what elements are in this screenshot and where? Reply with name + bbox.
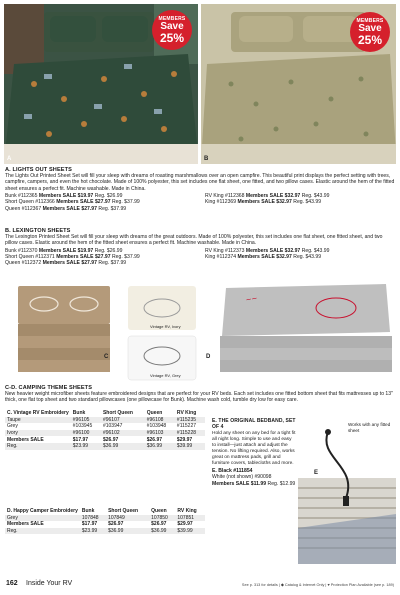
- price-reg: Reg. $43.99: [293, 254, 322, 260]
- photo-happy-camper-sheets: [206, 282, 396, 382]
- price-label: RV King #112368: [205, 192, 245, 199]
- table-header-row: [5, 508, 205, 515]
- row-label: Grey: [5, 515, 80, 522]
- section-b-prices-right: [205, 248, 395, 267]
- price-sale: Members SALE $27.97: [42, 260, 97, 267]
- price-reg: Reg. $43.99: [301, 247, 330, 254]
- section-a-prices-right: [205, 193, 395, 212]
- table-row: [5, 423, 205, 430]
- table-cell: #96102: [101, 430, 145, 437]
- price-label: Bunk #112370: [5, 247, 38, 254]
- table-cell: $39.99: [175, 443, 205, 450]
- footer-notes: See p. 313 for details | ◆ Catalog & Internet Only | ♥ Protection Plan Available (see p. 189): [241, 583, 394, 587]
- section-cd: [5, 385, 395, 404]
- table-cell: $26.97: [151, 521, 167, 528]
- row-label: Members SALE: [7, 436, 44, 443]
- table-cell: $17.97: [72, 436, 89, 443]
- row-label: Members SALE: [7, 521, 44, 528]
- row-label: Grey: [7, 423, 18, 430]
- photo-letter-d: D: [206, 354, 211, 360]
- col-header: RV King: [176, 410, 197, 417]
- photo-letter-c: C: [104, 354, 109, 360]
- badge-line1: MEMBERS: [158, 16, 186, 22]
- table-d: [5, 508, 205, 534]
- col-header: Short Queen: [102, 410, 133, 417]
- table-cell: #103947: [102, 423, 123, 430]
- table-cell: #115235: [175, 417, 205, 424]
- table-cell: 107848: [80, 515, 106, 522]
- badge-line2: Save: [358, 23, 382, 34]
- photo-bedband: [298, 418, 396, 564]
- row-label: Reg.: [5, 528, 80, 535]
- price-reg: Reg. $43.99: [301, 192, 330, 199]
- table-cell: $39.99: [175, 528, 205, 535]
- section-e-heading: E. THE ORIGINAL BEDBAND, SET OF 4: [212, 418, 296, 430]
- section-e-line2: White (not shown) #90098: [212, 474, 272, 481]
- table-row: [5, 528, 205, 535]
- section-a-heading: A. LIGHTS OUT SHEETS: [5, 167, 72, 173]
- price-reg: Reg. $37.99: [111, 254, 140, 260]
- price-sale: Members SALE $27.97: [56, 199, 111, 206]
- price-sale: Members SALE $32.97: [245, 247, 301, 254]
- section-a-body: The Lights Out Printed Sheet Set will fill your sleep with dreams of roasting marshmallows over an open campfire. This beautiful print displays the perfect setting with trees, campfire, campers, and even the hot chocolate. Made of 100% polyester, this set includes one flat sheet, one fitted, and two pillow cases. Elastic around the hem of the fitted sheet ensures a perfect fit. Machine washable. Made in China.: [5, 173, 395, 192]
- badge-line3: 25%: [159, 31, 185, 45]
- table-cell: #96103: [145, 430, 175, 437]
- table-row: [5, 417, 205, 424]
- table-cell: #115227: [176, 423, 197, 430]
- row-label: Taupe: [5, 417, 71, 424]
- table-cell: #96105: [71, 417, 101, 424]
- section-b: [5, 228, 395, 267]
- table-cell: $29.97: [177, 521, 193, 528]
- table-row: [5, 436, 205, 443]
- table-cell: $23.99: [71, 443, 101, 450]
- price-label: King #112374: [205, 254, 237, 260]
- page-footer: [0, 576, 400, 595]
- price-table-d: [5, 508, 205, 534]
- table-cell: #103945: [72, 423, 93, 430]
- photo-letter-e: E: [314, 470, 319, 476]
- table-cell: #96107: [101, 417, 145, 424]
- col-header: Queen: [151, 508, 167, 515]
- section-cd-heading: C-D. CAMPING THEME SHEETS: [5, 385, 93, 391]
- table-cell: #103948: [146, 423, 167, 430]
- price-reg: Reg. $12.99: [267, 480, 296, 487]
- price-label: Short Queen #112366: [5, 199, 55, 206]
- price-reg: Reg. $43.99: [293, 199, 322, 206]
- price-reg: Reg. $37.99: [111, 199, 140, 206]
- table-cell: $36.99: [145, 443, 175, 450]
- row-label: Ivory: [5, 430, 71, 437]
- table-cell: 107851: [175, 515, 205, 522]
- svg-text:~~: ~~: [245, 294, 258, 304]
- row-label: Reg.: [5, 443, 71, 450]
- table-c: [5, 410, 205, 450]
- footer-title: Inside Your RV: [26, 580, 73, 587]
- table-cell: #115228: [175, 430, 205, 437]
- price-reg: Reg. $37.99: [98, 205, 127, 212]
- price-sale: Members SALE $19.97: [38, 247, 94, 254]
- table-row: [5, 443, 205, 450]
- price-label: RV King #112373: [205, 247, 245, 254]
- price-sale: Members SALE $32.97: [245, 192, 301, 199]
- table-cell: $26.97: [108, 521, 124, 528]
- happy-camper-sheet-stack: [206, 282, 396, 382]
- bedband-product-illustration: [298, 418, 396, 564]
- table-cell: $36.99: [101, 443, 145, 450]
- price-line: [205, 199, 395, 205]
- section-a-prices-left: [5, 193, 205, 212]
- photo-lights-out-sheets: [4, 4, 198, 164]
- price-sale: Members SALE $11.99: [212, 480, 267, 487]
- section-e-body: Hold any sheet on any bed for a tight fit all night long. Simple to use and easy to install—just attach and adjust the tension. No lifting required. Also, works great on mattress pads, grill and furniture covers, tablecloths and more.: [212, 431, 296, 466]
- photo-vintage-rv-sheets: [4, 282, 204, 382]
- table-cell: $17.97: [81, 521, 98, 528]
- price-label: Short Queen #112371: [5, 254, 55, 260]
- section-cd-body: New heavier weight microfiber sheets feature embroidered designs that are perfect for your RV beds. Each set includes one fitted bottom sheet that fits mattresses up to 13" thick, one flat top sheet and two standard pillowcases (one pillowcase for Bunk). Machine wash cold, tumble dry low for easy care.: [5, 391, 393, 404]
- table-cell: #96100: [71, 430, 101, 437]
- section-e: [212, 418, 296, 487]
- section-b-prices-left: [5, 248, 205, 267]
- price-sale: Members SALE $32.97: [237, 199, 292, 206]
- caption-vintage-grey: Vintage RV, Grey: [150, 373, 181, 378]
- col-header: Bunk: [72, 410, 86, 417]
- price-reg: Reg. $26.99: [94, 192, 123, 199]
- caption-works-with: Works with any fitted sheet: [348, 422, 391, 433]
- table-row: [5, 430, 205, 437]
- photo-letter-b: B: [204, 156, 209, 162]
- price-sale: Members SALE $27.97: [56, 254, 111, 260]
- members-save-badge-b: [350, 12, 390, 52]
- price-line: [5, 260, 205, 266]
- col-header: Queen: [146, 410, 163, 417]
- table-cell: 107849: [106, 515, 149, 522]
- table-row: [5, 521, 205, 528]
- item-line: E. Black #111854: [212, 468, 253, 474]
- table-cell: $36.99: [149, 528, 175, 535]
- price-table-c: [5, 410, 205, 450]
- vintage-rv-sheet-stacks: [4, 282, 204, 382]
- col-header: Short Queen: [108, 508, 139, 515]
- table-row: [5, 515, 205, 522]
- table-cell: $26.97: [146, 436, 163, 443]
- section-b-heading: B. LEXINGTON SHEETS: [5, 228, 71, 234]
- price-reg: Reg. $37.99: [98, 260, 127, 267]
- photo-letter-a: A: [7, 156, 12, 162]
- photo-lexington-sheets: [201, 4, 396, 164]
- table-title: D. Happy Camper Embroidery: [7, 508, 78, 515]
- price-sale: Members SALE $32.97: [237, 254, 292, 260]
- price-label: Queen #112367: [5, 205, 42, 212]
- page-number: 162: [6, 580, 18, 587]
- price-label: King #112369: [205, 199, 237, 206]
- table-cell: $23.99: [80, 528, 106, 535]
- price-reg: Reg. $26.99: [94, 247, 123, 254]
- table-cell: $36.99: [106, 528, 149, 535]
- badge-line3: 25%: [357, 33, 383, 47]
- table-cell: $29.97: [176, 436, 193, 443]
- members-save-badge-a: [152, 10, 192, 50]
- price-label: Bunk #112365: [5, 192, 38, 199]
- section-b-body: The Lexington Printed Sheet Set will fill your sleep with dreams of the great outdoors. Made of 100% polyester, this set includes one flat sheet, one fitted sheet, and two pillow cases. Elastic around the hem of the fitted sheet ensures a perfect fit. Machine washable. Made in China.: [5, 234, 383, 247]
- badge-line2: Save: [160, 21, 184, 32]
- col-header: Bunk: [81, 508, 95, 515]
- badge-line1: MEMBERS: [356, 18, 384, 24]
- price-sale: Members SALE $27.97: [42, 205, 97, 212]
- col-header: RV King: [177, 508, 197, 515]
- table-cell: $26.97: [102, 436, 119, 443]
- price-sale: Members SALE $19.97: [38, 192, 94, 199]
- section-e-price: [212, 481, 296, 487]
- price-line: [5, 206, 205, 212]
- section-a: [5, 167, 395, 212]
- table-header-row: [5, 410, 205, 417]
- caption-vintage-ivory: Vintage RV, Ivory: [150, 324, 181, 329]
- table-cell: #96108: [145, 417, 175, 424]
- table-title: C. Vintage RV Embroidery: [7, 410, 69, 417]
- price-line: [205, 254, 395, 260]
- table-cell: 107850: [149, 515, 175, 522]
- price-label: Queen #112372: [5, 260, 42, 267]
